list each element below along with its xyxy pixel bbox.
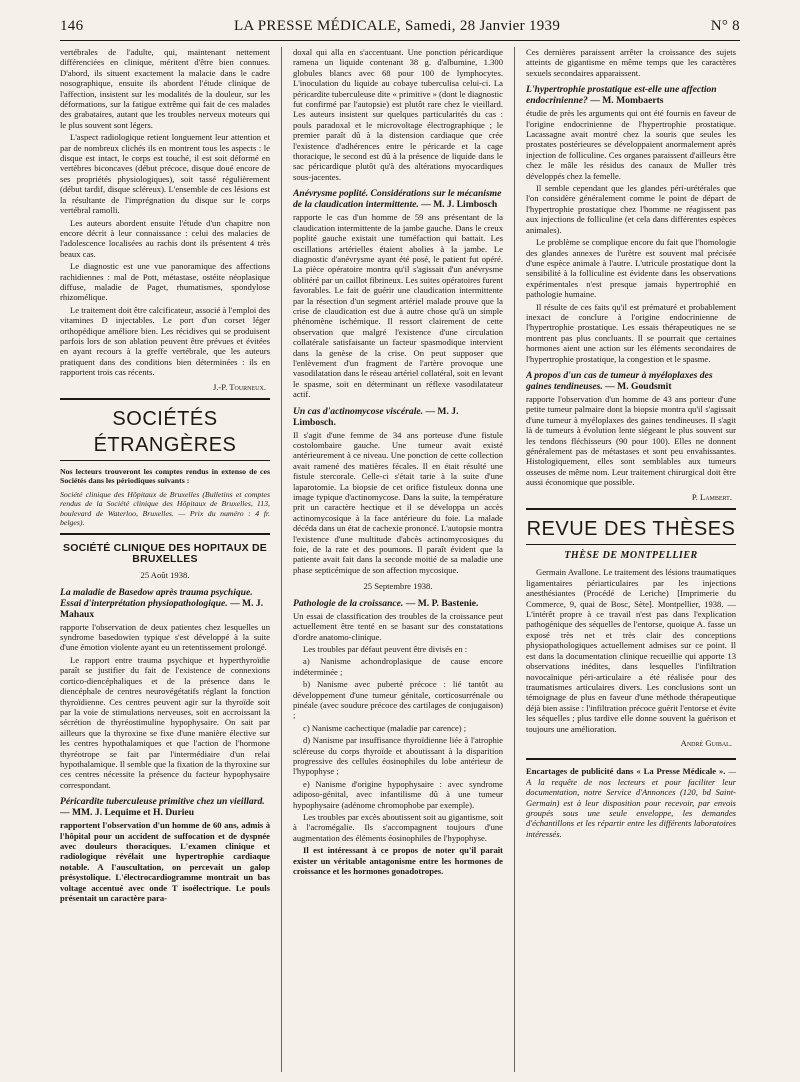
article-title: A propos d'un cas de tumeur à myéloplaxes des gaines tendineuses. — M. Goudsmit	[526, 369, 713, 392]
paragraph: Il est intéressant à ce propos de noter qu'il paraît exister un véritable antagonisme entre les hormones de croissance et les hormones gonadotropes.	[293, 845, 503, 877]
paragraph: Il semble cependant que les glandes péri-urétérales que l'on considère généralement comme le point de départ de l'hypertrophie prostatique chez l'homme ne réagissent pas aux injections de folliculine (et cela dans différentes espèces animales).	[526, 183, 736, 235]
article-title: Pathologie de la croissance. — M. P. Bastenie.	[293, 597, 479, 609]
notice-body: — A la requête de nos lecteurs et pour faciliter leur documentation, notre Service d'Annonces (120, bd Saint-Germain) est à leur disposition pour recevoir, par envois groupés sous une seule enveloppe, les demandes d'échantillons et les répartir entre les différents laboratoires intéressés.	[526, 766, 736, 839]
section-note: Nos lecteurs trouveront les comptes rendus in extenso de ces Sociétés dans les périodiques suivants :	[60, 467, 270, 486]
column-3	[526, 47, 736, 1072]
paragraph: L'aspect radiologique retient longuement leur attention et par de nombreux clichés ils en montrent tous les aspects : le disque est intact, le corps est touché, il est soit déformé en vertèbres biconcaves (début précoce, disque doué encore de ses propriétés physiologiques), soit tassé régulièrement (début tardif, disque scléreux). L'ensemble de ces lésions est la résultante de l'imprégnation du disque sur le corps vertébral ramolli.	[60, 132, 270, 216]
paragraph: étudie de près les arguments qui ont été fournis en faveur de l'origine endocrinienne de l'hypertrophie prostatique. Lacassagne avait montré chez la souris que seules les prostates postérieures se développaient anormalement après injection de folliculine. Ces organes paraissent d'ailleurs être chez le mâle les résidus des canaux de Muller très développés chez la femelle.	[526, 108, 736, 181]
notice-text	[526, 766, 736, 839]
section-title: REVUE DES THÈSES	[526, 518, 736, 541]
list-item: e) Nanisme d'origine hypophysaire : avec syndrome adiposo-génital, avec infantilisme dû à une tumeur hypophysaire (adénome chromophobe par exemple).	[293, 778, 503, 810]
article-title: L'hypertrophie prostatique est-elle une affection endocrinienne? — M. Mombaerts	[526, 84, 717, 107]
signature: J.-P. Tourneux.	[212, 381, 266, 392]
paragraph: Le rapport entre trauma psychique et hyperthyroïdie paraît se justifier du fait de l'existence de connexions cortico-diencéphaliques et de la présence dans le diencéphale de centres neurovégétatifs réglant la fonction thyroïdienne. Ces centres peuvent agir sur la thyroïde soit par la voie de stimulations nerveuses, soit en accroissant la sécrétion de thyréostimuline hypophysaire. On sait par ailleurs que la thyroxine se fixe d'une manière élective sur les centres hypothalamiques et que l'action de l'hormone thyréotrope se fait par l'intermédiaire d'un relai hypothalamique. Il semble que la fixation de la thyroxine sur ces centres nécessite la présence du facteur hypophysaire correspondant.	[60, 654, 270, 790]
paragraph: rapportent l'observation d'un homme de 60 ans, admis à l'hôpital pour un accident de suffocation et de dyspnée avec douleurs thoraciques. L'examen clinique et radiologique révélait une hypertrophie cardiaque notable. A l'auscultation, on percevait un galop présystolique. L'électrocardiogramme montrait un bas voltage accentué avec onde T isoélectrique. Le pouls présentait un caractère para-	[60, 820, 270, 903]
section-rule	[526, 508, 736, 510]
paragraph: doxal qui alla en s'accentuant. Une ponction péricardique ramena un liquide contenant 38 g. d'albumine, 1.300 globules blancs avec 68 pour 100 de lymphocytes. L'inoculation du liquide au cobaye tuberculisa celui-ci. La péricardite tuberculeuse dite « primitive » (dont le diagnostic fut confirmé par l'autopsie) est plutôt rare chez le vieillard. Les auteurs insistent sur quelques particularités du cas : pouls paradoxal et le microvoltage électrographique ; le premier paraît dû à la distension cardiaque que crée l'existence d'adhérences entre le péricarde et la cage thoracique, le second est dû à la présence de liquide dans le sac péricardique plutôt qu'à des altérations myocardiques sous-jacentes.	[293, 47, 503, 182]
article-title: Anévrysme poplité. Considérations sur le mécanisme de la claudication intermittente. — M. J. Limbosch	[293, 188, 502, 211]
column-rule-2	[514, 47, 515, 1072]
these-heading: THÈSE DE MONTPELLIER	[564, 550, 698, 562]
article-title: La maladie de Basedow après trauma psychique. Essai d'interprétation physiopathologique. — M. J. Mahaux	[60, 586, 264, 620]
header-rule	[60, 40, 740, 41]
list-item: d) Nanisme par insuffisance thyroïdienne liée à l'atrophie scléreuse du corps thyroïde et aboutissant à la disparition progressive des cellules éosinophiles du lobe antérieur de l'hypophyse ;	[293, 735, 503, 777]
column-rule-1	[281, 47, 282, 1072]
journal-title: LA PRESSE MÉDICALE, Samedi, 28 Janvier 1939	[233, 18, 561, 34]
section-rule	[60, 533, 270, 535]
signature: André Guibal.	[680, 737, 732, 748]
notice-box	[526, 758, 736, 839]
paragraph: Le diagnostic est une vue panoramique des affections rachidiennes : mal de Pott, métastase, ostéite néoplasique diffuse, maladie de Paget, rhumatismes, spondylose rhizomélique.	[60, 261, 270, 303]
section-rule	[526, 544, 736, 545]
notice-title: Encartages de publicité dans « La Presse Médicale ».	[526, 766, 726, 777]
paragraph: Les troubles par défaut peuvent être divisés en :	[303, 643, 468, 654]
paragraph: Le traitement doit être calcificateur, associé à l'emploi des vitamines D injectables. Le port d'un corset léger orthopédique améliore bien. Les récidives qui se produisent parfois lors de son ablation peuvent être prévues et évitées en ayant recours à la greffe vertébrale, que les auteurs pratiquent dans des conditions bien déterminées : ils en rapportent trois cas récents.	[60, 304, 270, 378]
issue-number: N° 8	[710, 18, 740, 34]
section-title: SOCIÉTÉS ÉTRANGÈRES	[93, 408, 237, 456]
running-header	[60, 18, 740, 38]
section-rule	[60, 460, 270, 461]
paragraph: Le problème se complique encore du fait que l'homologie des glandes annexes de l'urètre est souvent mal précisée d'une espèce animale à l'autre. L'utricule prostatique dont la sensibilité à la folliculine est évidente dans les observations expérimentales n'est presque jamais hypertrophié en pathologie humaine.	[526, 237, 736, 300]
list-item: c) Nanisme cachectique (maladie par carence) ;	[303, 722, 467, 733]
list-item: a) Nanisme achondroplasique de cause encore indéterminée ;	[293, 656, 503, 677]
paragraph: Il résulte de ces faits qu'il est prématuré et probablement inexact de conclure à l'origine endocrinienne de l'hypertrophie prostatique. Les essais thérapeutiques ne se montrent pas plus concluants. Il se pourrait que certaines hormones aient une action sur les éléments secondaires de l'hypertrophie prostatique, la congestion et le spasme.	[526, 301, 736, 364]
section-rule	[60, 398, 270, 400]
list-item: b) Nanisme avec puberté précoce : lié tantôt au développement d'une tumeur génitale, corticosurrénale ou pinéale (avec soudure précoce des cartilages de conjugaison) ;	[293, 679, 503, 721]
paragraph: Un essai de classification des troubles de la croissance peut actuellement être tenté en se basant sur des constatations d'ordre anatomo-clinique.	[293, 610, 503, 642]
article-title: Péricardite tuberculeuse primitive chez un vieillard. — MM. J. Lequime et H. Durieu	[60, 796, 265, 819]
paragraph: Il s'agit d'une femme de 34 ans porteuse d'une fistule costolombaire gauche. Une tumeur avait existé antérieurement à ce niveau. Une ponction de cette collection avait ramené des matières fécales. Il en était résulté une fistule stercorale. Celle-ci s'était tarie à la suite d'une laparotomie. La biopsie de cet orifice fistuleux donna une image typique d'actinomycose. Dans la suite, la température prit un caractère hectique et il se développa un accès actinomycosique à la face antérieure du foie. La malade décéda dans un état de cachexie prononcé. L'autopsie montra l'existence d'une multitude d'abcès actinomycosiques du foie, de la rate et des poumons. Il paraît évident que la patiente avait fait dans la seconde moitié de sa maladie une phase septicémique de son affection mycosique.	[293, 429, 503, 575]
column-1	[60, 47, 270, 1072]
paragraph: vertébrales de l'adulte, qui, maintenant nettement différenciées en clinique, méritent d'être bien connues. D'abord, ils situent exactement la malacie dans le cadre nosographique, ensuite ils abordent l'étude clinique de l'affection, insistent sur les modalités de la douleur, sur les déformations, sur la fatigue extrême qui fait de ces malades des grabataires, autant que les troubles nerveux moteurs qui le plus souvent sont légers.	[60, 47, 270, 130]
signature: P. Lambert.	[691, 491, 732, 502]
column-2	[293, 47, 503, 1072]
paragraph: Les troubles par excès aboutissent soit au gigantisme, soit à l'acromégalie. Ils s'accompagnent toujours d'une augmentation des éléments éosinophiles de l'hypophyse.	[293, 812, 503, 843]
paragraph: rapporte l'observation d'un homme de 43 ans porteur d'une petite tumeur palmaire dont la biopsie montra qu'il s'agissait d'une tumeur à myéloplaxes des gaines tendineuses. Il s'agit là de tumeurs à évolution lente siégeant le plus souvent sur les tendons fléchisseurs (90 pour 100). Elles ne donnent généralement pas de métastases et sont peu envahissantes. Histologiquement, elles sont semblables aux tumeurs osseuses de même nom. Leur traitement chirurgical doit être aussi économique que possible.	[526, 393, 736, 488]
paragraph: Ces dernières paraissent arrêter la croissance des sujets atteints de gigantisme en même temps que les caractères sexuels secondaires apparaissent.	[526, 47, 736, 78]
page-number: 146	[60, 18, 84, 34]
paragraph: rapporte le cas d'un homme de 59 ans présentant de la claudication intermittente de la jambe gauche. Dans le creux poplité gauche existait une tuméfaction qui battait. Les oscillations artérielles étaient abolies à la jambe. Le diagnostic d'anévrysme ayant été posé, le patient fut opéré. La pièce opératoire montra qu'il s'agissait d'un anévrysme oblitéré par un caillot fibrineux. Les suites opératoires furent favorables. Le fait de guérir une claudication intermittente par la résection d'un segment artériel malade prouve que la crise de claudication est due à autre chose qu'à un simple phénomène ischémique. Il ressort clairement de cette observation que malgré l'existence d'une circulation collatérale satisfaisante un facteur spasmodique intervient dans la genèse de la crise. On peut supposer que l'enlèvement d'un fragment de l'artère provoque une vasodilatation dans le réseau artériel collatéral, soit en levant le spasme, soit en déterminant un réflexe vasodilatateur actif.	[293, 212, 503, 400]
society-title: SOCIÉTÉ CLINIQUE DES HOPITAUX DE BRUXELLES	[63, 542, 267, 565]
paragraph: Les auteurs abordent ensuite l'étude d'un chapitre non encore décrit à leur connaissance : celui des malacies de l'adolescence localisées au rachis dont ils présentent 4 très beaux cas.	[60, 217, 270, 259]
article-title: Un cas d'actinomycose viscérale. — M. J. Limbosch.	[293, 405, 459, 428]
session-date: 25 Septembre 1938.	[363, 581, 433, 592]
paragraph: rapporte l'observation de deux patientes chez lesquelles un syndrome basedowien typique s'est développé à la suite d'une émotion violente ayant eu un retentissement prolongé.	[60, 621, 270, 653]
session-date: 25 Août 1938.	[140, 570, 190, 581]
paragraph: Germain Avallone. Le traitement des lésions traumatiques ligamentaires périarticulaires par les injections anesthésiantes (Procédé de Leriche) [Imprimerie du Commerce, 9, quai de Bosc, Sète]. Montpellier, 1938. — L'intérêt propre à ce travail n'est pas dans l'explication pathogénique des séquelles de l'entorse, quoique A. fasse un exposé très net et très clair des conceptions physiopathologiques actuellement admises sur ce point. Il est dans la documentation clinique recueillie qui apporte 13 observations inédites, dans lesquelles l'infiltration novocaïnique péri-articulaire a été réalisée pour des traumatismes articulaires divers. Les conclusions sont un témoignage de plus en faveur d'une méthode thérapeutique déjà bien assise : l'infiltration précoce guérit l'entorse et évite les séquelles ; plus tardive elle donne souvent la guérison et toujours une amélioration.	[526, 567, 736, 734]
section-note: Société clinique des Hôpitaux de Bruxelles (Bulletins et comptes rendus de la Société clinique des Hôpitaux de Bruxelles, 113, boulevard de Waterloo, Bruxelles. — Prix du numéro : 4 fr. belges).	[60, 489, 270, 528]
